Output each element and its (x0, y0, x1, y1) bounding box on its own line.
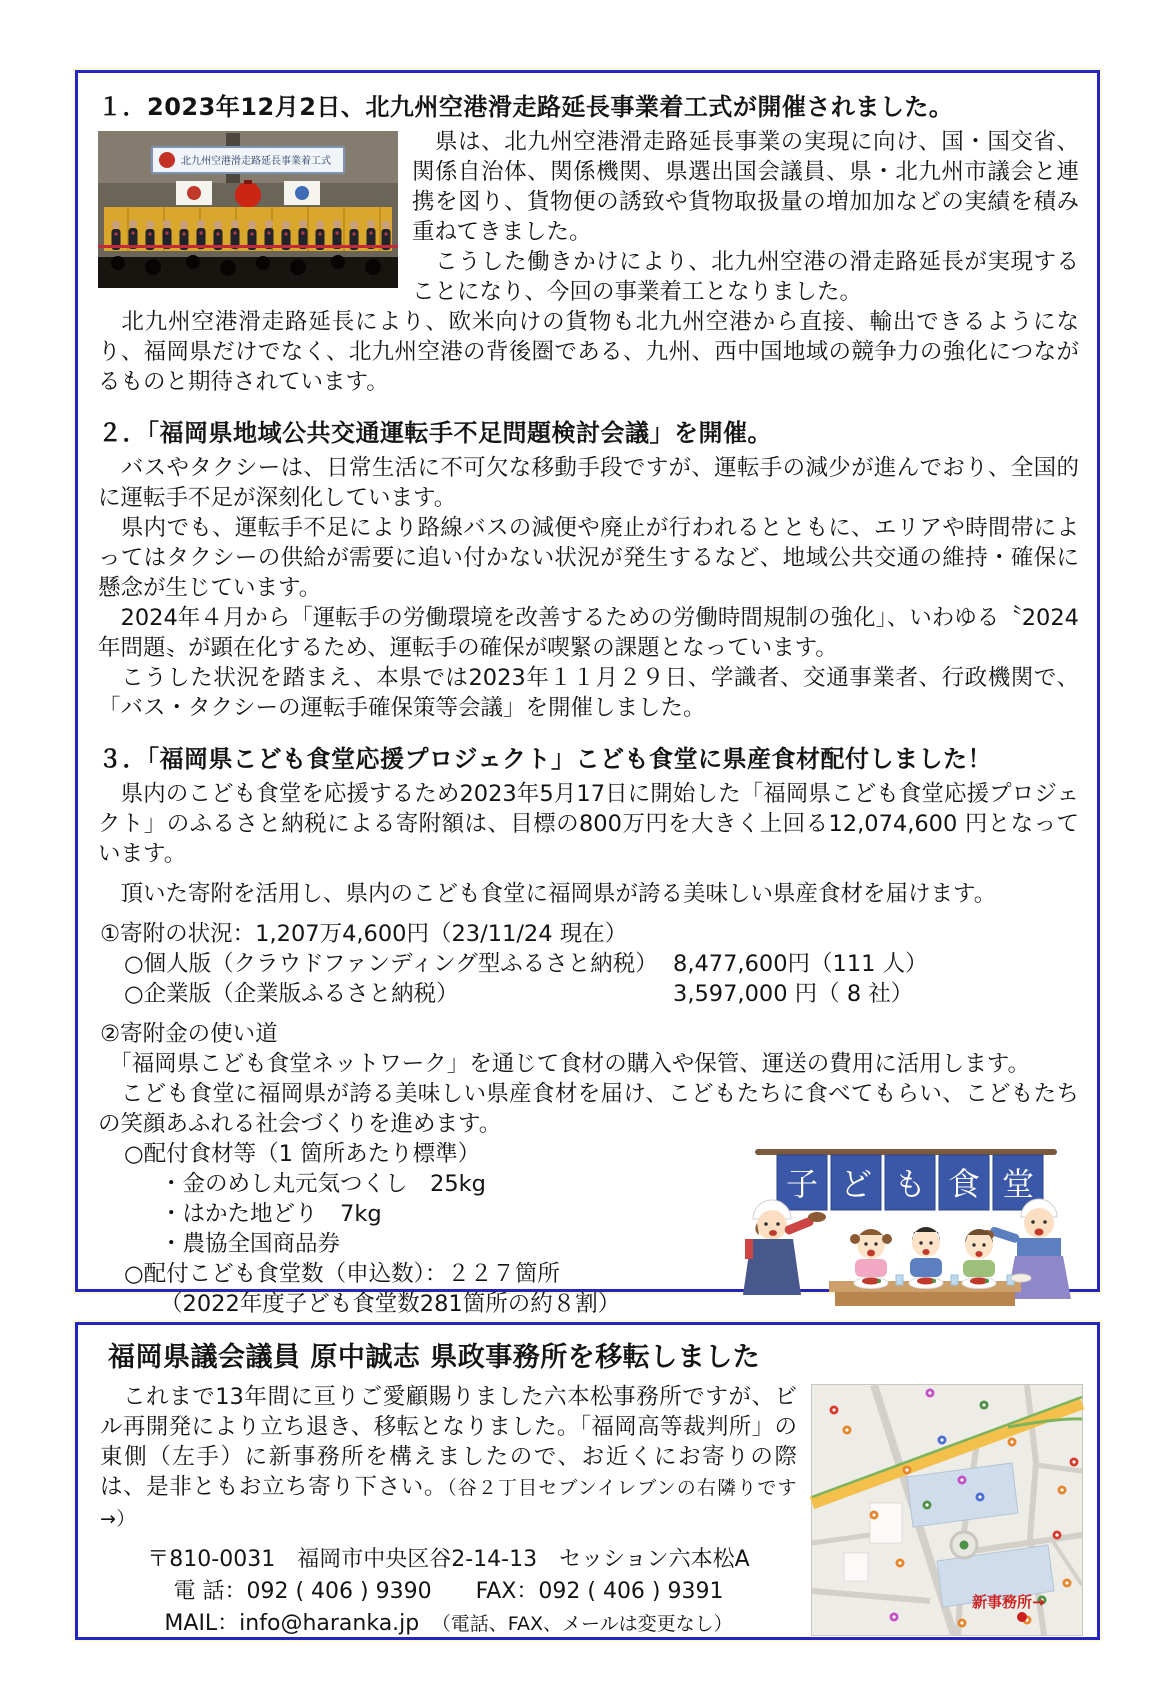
office-mail-line (100, 1608, 800, 1640)
section-airport (98, 87, 1079, 397)
section2-para3: 2024年４月から「運転手の労働環境を改善するための労働時間規制の強化」、いわゆる〝2024年問題〟が顕在化するため、運転手の確保が喫緊の課題となっています。 (98, 605, 1079, 661)
section1-para1: 県は、北九州空港滑走路延長事業の実現に向け、国・国交省、関係自治体、関係機関、県選出国会議員、県・北九州市議会と連携を図り、貨物便の誘致や貨物取扱量の増加加などの実績を積み重ねてきました。 (412, 129, 1079, 245)
noren-char: 食 (947, 1165, 981, 1203)
office-phone-line (100, 1576, 800, 1608)
donation-row-corporate (98, 979, 1079, 1009)
office-location-map (811, 1384, 1083, 1636)
food-item: ・農協全国商品券 (160, 1231, 341, 1257)
red-lantern-icon (235, 182, 261, 208)
donation-status-title: ①寄附の状況：1,207万4,600円（23/11/24 現在） (100, 921, 628, 947)
new-office-pin (1017, 1612, 1027, 1622)
usage-para1: 「福岡県こども食堂ネットワーク」を通じて食材の購入や保管、運送の費用に活用します。 (98, 1051, 1030, 1077)
section2-heading: ２．「福岡県地域公共交通運転手不足問題検討会議」を開催。 (98, 419, 772, 447)
ribbon (98, 245, 398, 248)
main-articles-box (75, 70, 1100, 1317)
section2-para4: こうした状況を踏まえ、本県では2023年１１月２９日、学識者、交通事業者、行政機関で、「バス・タクシーの運転手確保策等会議」を開催しました。 (98, 665, 1079, 721)
section1-heading: １．2023年12月2日、北九州空港滑走路延長事業着工式が開催されました。 (98, 93, 954, 121)
section2-para2: 県内でも、運転手不足により路線バスの減便や廃止が行われるとともに、エリアや時間帯によってはタクシーの供給が需要に追い付かない状況が発生するなど、地域公共交通の維持・確保に懸念が生じています。 (98, 515, 1079, 601)
cafeteria-count-line: ○配付こども食堂数（申込数）：２２７箇所 (124, 1261, 560, 1287)
section2-para1: バスやタクシーは、日常生活に不可欠な移動手段ですが、運転手の減少が進んでおり、全国的に運転手不足が深刻化しています。 (98, 455, 1079, 511)
banner-emblem-icon (159, 152, 175, 168)
food-list-title: ○配付食材等（1 箇所あたり標準） (124, 1141, 481, 1167)
children-at-table (850, 1227, 995, 1277)
cook-woman (743, 1200, 826, 1295)
donation-label: ○企業版（企業版ふるさと納税） (124, 981, 459, 1007)
noren-banner (777, 1155, 1043, 1210)
noren-char: 子 (785, 1165, 819, 1203)
kodomo-shokudo-illustration (721, 1143, 1079, 1309)
noren-char: 堂 (1001, 1165, 1035, 1203)
map-drawing (812, 1385, 1082, 1635)
section1-para3: 北九州空港滑走路延長により、欧米向けの貨物も北九州空港から直接、輸出できるようになり、福岡県だけでなく、北九州空港の背後圏である、九州、西中国地域の競争力の強化につながるものと期待されています。 (98, 309, 1079, 395)
office-address-block (100, 1544, 800, 1640)
ceremony-photo (98, 131, 398, 288)
section3-heading: ３．「福岡県こども食堂応援プロジェクト」こども食堂に県産食材配付しました！ (98, 745, 993, 773)
noren-char: も (893, 1165, 927, 1203)
food-item: ・はかた地どり 7kg (160, 1201, 382, 1227)
section-kodomo-shokudo (98, 739, 1079, 1349)
new-office-label: 新事務所→ (972, 1593, 1045, 1611)
usage-para2: こども食堂に福岡県が誇る美味しい県産食材を届け、こどもたちに食べてもらい、こどもたちの笑顔あふれる社会づくりを進めます。 (98, 1081, 1079, 1137)
office-tel: 電 話：092 ( 406 ) 9390 (173, 1579, 432, 1604)
food-item: ・金のめし丸元気つくし 25kg (160, 1171, 486, 1197)
ceremony-photo-drawing (98, 131, 398, 288)
donation-row-individual (98, 949, 1079, 979)
donation-usage-title: ②寄附金の使い道 (100, 1021, 278, 1047)
audience-silhouette (98, 257, 398, 288)
relocation-text: これまで13年間に亘りご愛顧賜りました六本松事務所ですが、ビル再開発により立ち退き、移転となりました。「福岡高等裁判所」の東側（左手）に新事務所を構えましたので、お近くにお寄りの際は、是非ともお立ち寄り下さい。 (100, 1384, 797, 1500)
noren-rod (755, 1149, 1057, 1155)
kodomo-shokudo-drawing (721, 1143, 1079, 1309)
relocation-note: （谷２丁目セブンイレブンの右隣りです→） (100, 1477, 797, 1530)
donation-amount: 3,597,000 円（ 8 社） (673, 981, 914, 1007)
noren-char: ど (839, 1165, 873, 1203)
cafeteria-count-note: （2022年度子ども食堂数281箇所の約８割） (160, 1291, 621, 1317)
relocation-heading: 福岡県議会議員 原中誠志 県政事務所を移転しました (108, 1342, 761, 1373)
donation-amount: 8,477,600円（111 人） (673, 951, 928, 977)
office-relocation-box (75, 1322, 1100, 1640)
section1-para2: こうした働きかけにより、北九州空港の滑走路延長が実現することになり、今回の事業着工となりました。 (412, 249, 1079, 305)
photo-banner-text: 北九州空港滑走路延長事業着工式 (181, 156, 331, 167)
donation-label: ○個人版（クラウドファンディング型ふるさと納税） (124, 951, 658, 977)
section3-para1: 県内のこども食堂を応援するため2023年5月17日に開始した「福岡県こども食堂応援プロジェクト」のふるさと納税による寄附額は、目標の800万円を大きく上回る12,074,600 円となっています。 (98, 781, 1079, 867)
section3-para2: 頂いた寄附を活用し、県内のこども食堂に福岡県が誇る美味しい県産食材を届けます。 (98, 881, 997, 907)
office-mail-note: （電話、FAX、メールは変更なし） (441, 1613, 733, 1635)
section1-body (98, 127, 1079, 307)
office-address: 〒810-0031 福岡市中央区谷2-14-13 セッション六本松A (147, 1547, 750, 1572)
dining-table (829, 1274, 1031, 1306)
office-mail: MAIL：info@haranka.jp (164, 1611, 420, 1636)
office-fax: FAX：092 ( 406 ) 9391 (475, 1579, 724, 1604)
section-transport (98, 413, 1079, 723)
